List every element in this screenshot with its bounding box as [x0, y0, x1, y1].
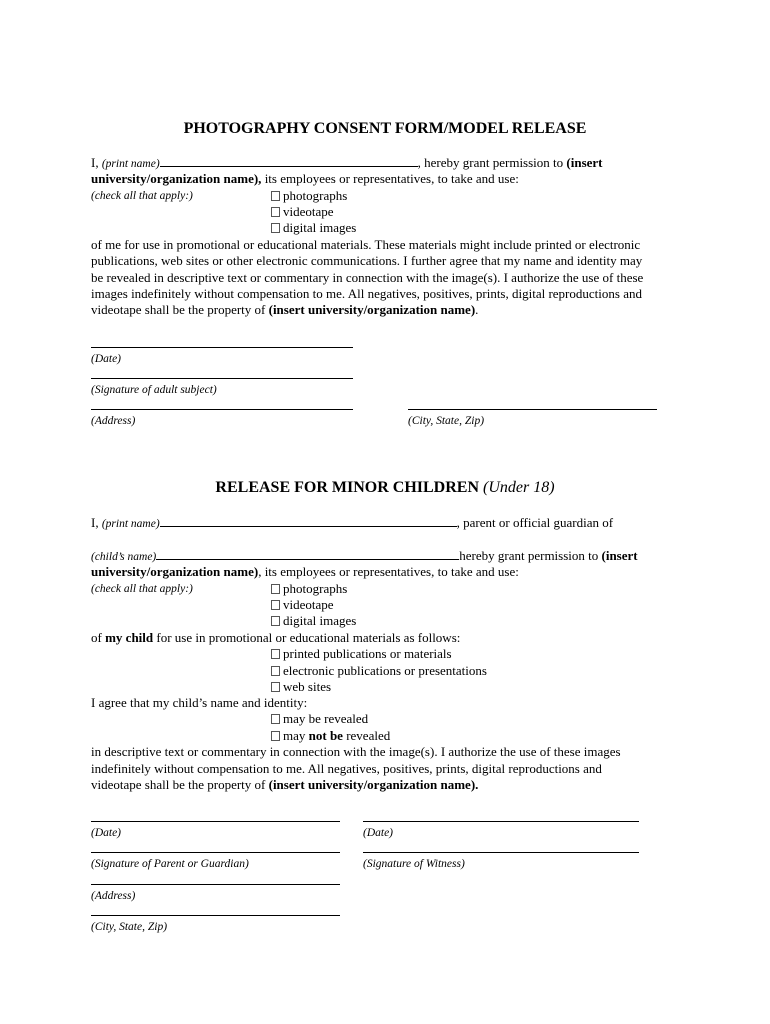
- checkbox-icon[interactable]: [271, 616, 280, 626]
- minor-paragraph-last-line: videotape shall be the property of (insert university/organization name).: [91, 777, 479, 792]
- minor-option-electronic-publications[interactable]: electronic publications or presentations: [271, 663, 487, 679]
- adult-address-caption: (Address): [91, 415, 136, 427]
- adult-paragraph-line: publications, web sites or other electronic communications. I further agree that my name and identity may: [91, 253, 643, 268]
- checkbox-icon[interactable]: [271, 682, 280, 692]
- parent-signature-caption: (Signature of Parent or Guardian): [91, 858, 249, 870]
- checkbox-icon[interactable]: [271, 600, 280, 610]
- minor-option-may-not-be-revealed[interactable]: may not be revealed: [271, 728, 390, 744]
- checkbox-icon[interactable]: [271, 223, 280, 233]
- minor-city-field[interactable]: [91, 915, 340, 916]
- minor-date-caption: (Date): [91, 827, 122, 839]
- minor-option-videotape[interactable]: videotape: [271, 597, 334, 613]
- adult-option-photographs[interactable]: photographs: [271, 188, 347, 204]
- minor-option-may-be-revealed[interactable]: may be revealed: [271, 711, 368, 727]
- child-name-field[interactable]: [156, 548, 459, 560]
- adult-signature-caption: (Signature of adult subject): [91, 384, 217, 396]
- minor-option-photographs[interactable]: photographs: [271, 581, 347, 597]
- adult-paragraph-line: be revealed in descriptive text or commentary in connection with the image(s). I authorize the use of these: [91, 270, 644, 285]
- checkbox-icon[interactable]: [271, 584, 280, 594]
- minor-print-name-line: I, (print name) , parent or official guardian of: [91, 515, 614, 530]
- adult-city-caption: (City, State, Zip): [408, 415, 485, 427]
- adult-print-name-line: I, (print name) , hereby grant permission to (insert: [91, 155, 603, 170]
- checkbox-icon[interactable]: [271, 666, 280, 676]
- adult-city-field[interactable]: [408, 409, 657, 410]
- minor-child-name-line: (child’s name) hereby grant permission to (insert: [91, 548, 638, 563]
- minor-use-line: of my child for use in promotional or educational materials as follows:: [91, 630, 461, 645]
- checkbox-icon[interactable]: [271, 714, 280, 724]
- checkbox-icon[interactable]: [271, 731, 280, 741]
- minor-city-caption: (City, State, Zip): [91, 921, 168, 933]
- checkbox-icon[interactable]: [271, 191, 280, 201]
- print-name-field[interactable]: [160, 155, 418, 167]
- adult-check-label: (check all that apply:): [91, 190, 193, 202]
- checkbox-icon[interactable]: [271, 207, 280, 217]
- witness-date-caption: (Date): [363, 827, 394, 839]
- witness-signature-field[interactable]: [363, 852, 639, 853]
- print-name-label: (print name): [101, 518, 160, 530]
- witness-signature-caption: (Signature of Witness): [363, 858, 465, 870]
- adult-organization-line: university/organization name), its employees or representatives, to take and use:: [91, 171, 519, 186]
- checkbox-icon[interactable]: [271, 649, 280, 659]
- minor-paragraph-line: indefinitely without compensation to me. All negatives, positives, prints, digital reproductions and: [91, 761, 602, 776]
- witness-date-field[interactable]: [363, 821, 639, 822]
- adult-date-field[interactable]: [91, 347, 353, 348]
- parent-signature-field[interactable]: [91, 852, 340, 853]
- minor-address-field[interactable]: [91, 884, 340, 885]
- minor-organization-line: university/organization name), its employees or representatives, to take and use:: [91, 564, 519, 579]
- adult-option-videotape[interactable]: videotape: [271, 204, 334, 220]
- adult-address-field[interactable]: [91, 409, 353, 410]
- minor-date-field[interactable]: [91, 821, 340, 822]
- minor-check-label: (check all that apply:): [91, 583, 193, 595]
- minor-option-web-sites[interactable]: web sites: [271, 679, 331, 695]
- minor-option-printed-publications[interactable]: printed publications or materials: [271, 646, 452, 662]
- minor-agree-line: I agree that my child’s name and identity:: [91, 695, 308, 710]
- minor-form-title: RELEASE FOR MINOR CHILDREN (Under 18): [215, 479, 555, 496]
- adult-date-caption: (Date): [91, 353, 122, 365]
- adult-signature-field[interactable]: [91, 378, 353, 379]
- guardian-print-name-field[interactable]: [160, 515, 457, 527]
- print-name-label: (print name): [101, 158, 160, 170]
- child-name-label: (child’s name): [91, 551, 157, 563]
- adult-option-digital-images[interactable]: digital images: [271, 220, 356, 236]
- adult-form-title: PHOTOGRAPHY CONSENT FORM/MODEL RELEASE: [183, 120, 587, 137]
- adult-paragraph-line: images indefinitely without compensation to me. All negatives, positives, prints, digital reproductions and: [91, 286, 642, 301]
- minor-paragraph-line: in descriptive text or commentary in connection with the image(s). I authorize the use of these images: [91, 744, 621, 759]
- adult-paragraph-line: of me for use in promotional or educational materials. These materials might include printed or electronic: [91, 237, 641, 252]
- minor-address-caption: (Address): [91, 890, 136, 902]
- minor-option-digital-images[interactable]: digital images: [271, 613, 356, 629]
- adult-paragraph-last-line: videotape shall be the property of (insert university/organization name).: [91, 302, 479, 317]
